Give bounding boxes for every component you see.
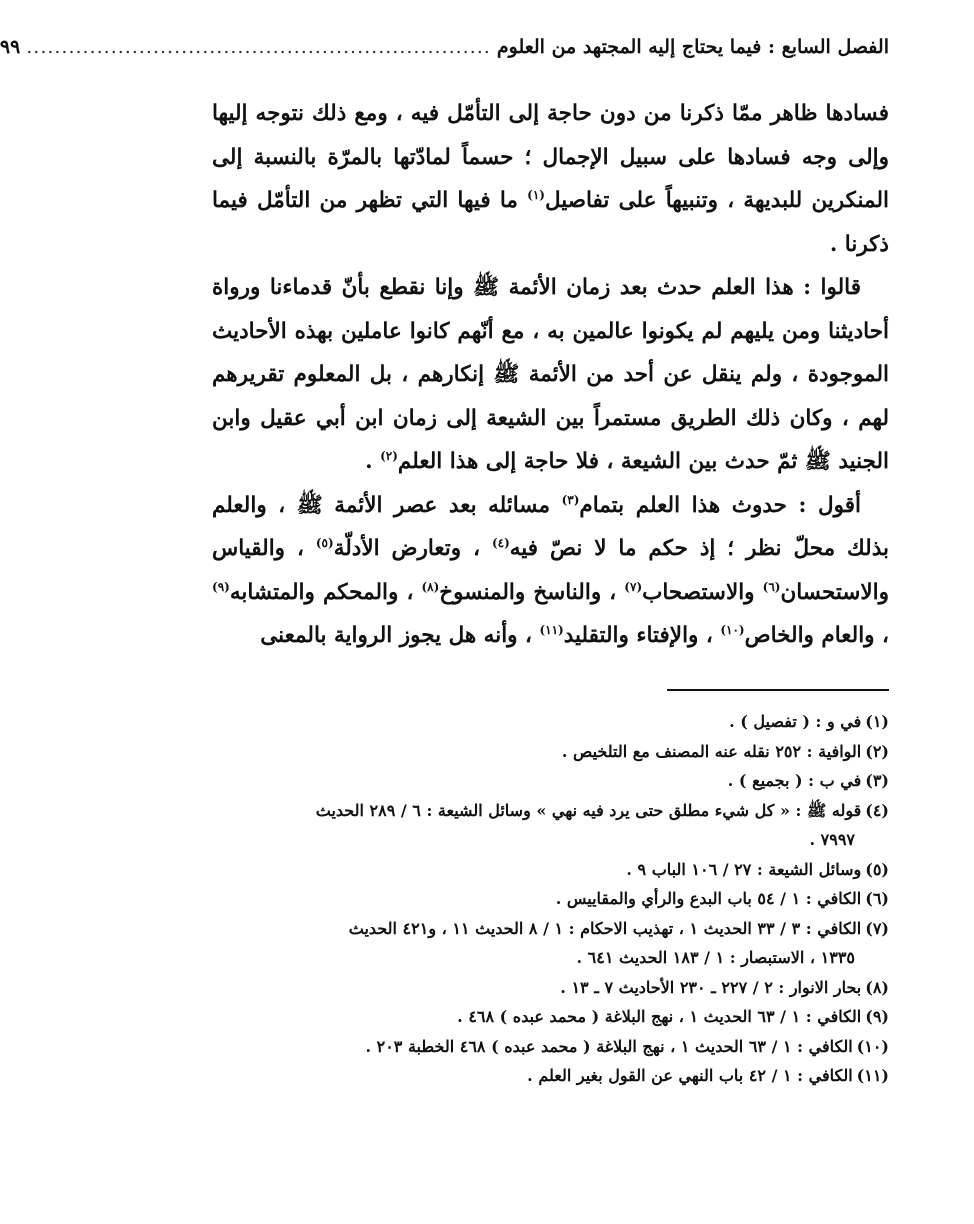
text-run: والاستصحاب — [642, 579, 763, 605]
text-run: ، والإفتاء والتقليد — [563, 623, 721, 648]
text-run: ، والناسخ والمنسوخ — [439, 579, 625, 605]
text-run: قالوا : هذا العلم حدث بعد زمان الأئمة ﷺ وإنا نقطع بأنّ قدماءنا ورواة أحاديثنا ومن يليهم لم يكونوا عالمين به ، مع أنّهم كانوا عاملين بهذه الأحاديث الموجودة ، ولم ينقل عن أحد من الأئمة ﷺ إنكارهم ، بل المعلوم تقريرهم لهم ، وكان ذلك الطريق مستمراً بين الشيعة إلى زمان ابن أبي عقيل وابن الجنيد ﷺ ثمّ حدث بين الشيعة ، فلا حاجة إلى هذا العلم — [212, 275, 889, 474]
footnote-continuation: ٧٩٩٧ . — [809, 830, 855, 849]
text-run: ، وتعارض الأدلّة — [333, 536, 492, 561]
text-run: ما فيها التي تظهر من التأمّل فيما ذكرنا . — [212, 188, 889, 257]
footnote-text: بحار الانوار : ٢ / ٢٢٧ ـ ٢٣٠ الأحاديث ٧ ـ ١٣ . — [560, 977, 862, 997]
text-run: ، والقياس والاستحسان — [212, 536, 889, 605]
footnote-9 — [212, 1002, 889, 1032]
footnote-text: الكافي : ١ / ٤٢ باب النهي عن القول بغير العلم . — [527, 1066, 853, 1085]
footnote-number: (٤) — [865, 800, 889, 820]
footnote-number: (١١) — [856, 1066, 889, 1085]
footnote-ref-6[interactable]: (٦) — [762, 579, 781, 594]
text-run: ، وأنه هل يجوز الرواية بالمعنى — [260, 623, 540, 648]
text-run: ، والعام والخاص — [744, 623, 889, 648]
paragraph-1 — [212, 92, 889, 266]
footnote-ref-7[interactable]: (٧) — [624, 579, 643, 594]
footnote-6 — [212, 884, 889, 914]
footnote-text: في ب : ( بجميع ) . — [727, 771, 862, 790]
footnote-number: (٣) — [865, 771, 889, 790]
footnote-7 — [212, 914, 889, 973]
footnote-ref-4[interactable]: (٤) — [491, 535, 510, 550]
footnote-1 — [212, 707, 889, 737]
footnote-ref-8[interactable]: (٨) — [421, 579, 440, 594]
footnote-text: الكافي : ٣ / ٣٣ الحديث ١ ، تهذيب الاحكام : ١ / ٨ الحديث ١١ ، و٤٢١ الحديث — [348, 918, 862, 938]
footnote-text: في و : ( تفصيل ) . — [729, 712, 862, 731]
text-run: أقول : حدوث هذا العلم بتمام — [579, 492, 861, 518]
footnote-number: (٦) — [865, 889, 889, 908]
footnote-text: الكافي : ١ / ٦٣ الحديث ١ ، نهج البلاغة ( محمد عبده ) ٤٦٨ . — [457, 1007, 862, 1026]
footnote-ref-2[interactable]: (٢) — [380, 448, 398, 463]
footnote-text: قوله ﷺ : « كل شيء مطلق حتى يرد فيه نهي » وسائل الشيعة : ٦ / ٢٨٩ الحديث — [315, 800, 862, 820]
page-number: ٩٩ — [0, 36, 21, 58]
footnote-ref-9[interactable]: (٩) — [212, 579, 230, 594]
footnote-separator — [667, 689, 889, 691]
footnote-text: الكافي : ١ / ٥٤ باب البدع والرأي والمقاييس . — [555, 889, 862, 908]
footnote-4 — [212, 796, 889, 855]
chapter-title: الفصل السابع : فيما يحتاج إليه المجتهد من العلوم — [496, 36, 889, 58]
footnote-number: (١٠) — [856, 1036, 889, 1056]
footnote-continuation: ١٣٣٥ ، الاستبصار : ١ / ١٨٣ الحديث ٦٤١ . — [576, 948, 855, 967]
footnote-number: (٩) — [865, 1007, 889, 1026]
text-run: فسادها ظاهر ممّا ذكرنا من دون حاجة إلى التأمّل فيه ، ومع ذلك نتوجه إليها وإلى وجه فسادها على سبيل الإجمال ؛ حسماً لمادّتها بالمرّة بالنسبة إلى المنكرين للبديهة ، وتنبيهاً على تفاصيل — [212, 101, 889, 213]
footnote-ref-5[interactable]: (٥) — [315, 535, 334, 550]
text-run: . — [365, 449, 381, 474]
footnote-number: (٧) — [865, 918, 889, 938]
footnote-number: (٨) — [865, 977, 889, 997]
text-run: مسائله بعد عصر الأئمة ﷺ ، والعلم بذلك محلّ نظر ؛ إذ حكم ما لا نصّ فيه — [212, 492, 889, 561]
footnote-11 — [212, 1061, 889, 1091]
running-header — [0, 34, 889, 60]
footnotes — [212, 707, 889, 1091]
footnote-2 — [212, 737, 889, 767]
footnote-ref-10[interactable]: (١٠) — [720, 622, 745, 637]
text-run: ، والمحكم والمتشابه — [229, 579, 422, 605]
footnote-text: الوافية : ٢٥٢ نقله عنه المصنف مع التلخيص . — [561, 741, 862, 761]
footnote-8 — [212, 973, 889, 1003]
main-text — [212, 92, 889, 658]
footnote-number: (١) — [865, 712, 889, 731]
footnote-number: (٥) — [865, 859, 889, 879]
footnote-number: (٢) — [865, 741, 889, 761]
footnote-5 — [212, 855, 889, 885]
paragraph-2 — [212, 266, 889, 484]
footnote-3 — [212, 766, 889, 796]
leader-dots: .................................................................. — [26, 36, 491, 58]
footnote-text: الكافي : ١ / ٦٣ الحديث ١ ، نهج البلاغة ( محمد عبده ) ٤٦٨ الخطبة ٢٠٣ . — [365, 1036, 853, 1056]
footnote-10 — [212, 1032, 889, 1062]
footnote-ref-11[interactable]: (١١) — [539, 622, 564, 637]
paragraph-3 — [212, 484, 889, 658]
footnote-ref-3[interactable]: (٣) — [561, 492, 580, 507]
footnote-text: وسائل الشيعة : ٢٧ / ١٠٦ الباب ٩ . — [626, 859, 862, 879]
footnote-ref-1[interactable]: (١) — [527, 187, 545, 202]
